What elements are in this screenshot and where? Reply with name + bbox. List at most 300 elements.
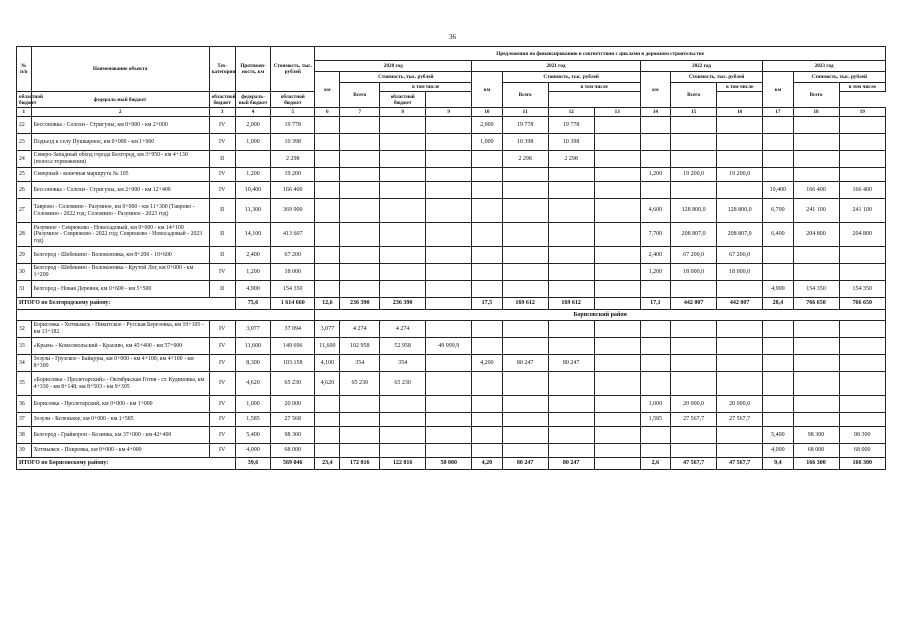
header-regional: областной бюджет	[17, 92, 32, 108]
financing-cell	[640, 321, 670, 338]
financing-cell: 19 200,0	[717, 168, 763, 182]
financing-cell	[472, 372, 502, 396]
page-number: 36	[449, 33, 456, 41]
length-km: 4,900	[235, 281, 271, 298]
financing-cell	[717, 321, 763, 338]
financing-cell	[640, 338, 670, 355]
total-cell: 122 816	[380, 458, 426, 470]
financing-cell	[426, 134, 472, 151]
financing-cell	[315, 151, 340, 168]
financing-cell	[502, 338, 548, 355]
financing-cell	[717, 338, 763, 355]
financing-cell	[472, 168, 502, 182]
total-cell: 172 816	[340, 458, 380, 470]
financing-cell	[839, 372, 885, 396]
financing-cell	[594, 444, 640, 458]
financing-cell	[380, 247, 426, 264]
length-km: 1,000	[235, 396, 271, 413]
object-name: Таврово - Соломино - Разумное, км 0+000 - км 11+300 (Таврово - Соломино - 2022 год; Соломино - Разумное - 2023 год)	[31, 199, 209, 223]
financing-cell	[380, 151, 426, 168]
financing-cell	[839, 396, 885, 413]
table-row	[17, 117, 886, 134]
financing-cell	[426, 413, 472, 427]
total-label: ИТОГО по Борисовскому району:	[17, 458, 236, 470]
financing-cell	[839, 168, 885, 182]
financing-cell	[340, 117, 380, 134]
length-km: 3,077	[235, 321, 271, 338]
tech-category: IV	[209, 117, 235, 134]
financing-cell	[763, 413, 793, 427]
financing-cell	[640, 151, 670, 168]
cost-total: 154 350	[271, 281, 315, 298]
header-federal: федераль-ный бюджет	[235, 92, 271, 108]
object-name: Северный - конечная маршрута № 105	[31, 168, 209, 182]
financing-cell	[548, 168, 594, 182]
financing-cell	[502, 413, 548, 427]
total-cell: 166 300	[793, 458, 839, 470]
column-index: 3	[209, 108, 235, 117]
object-name: Разумное - Севрюково - Новосадовый, км 0+000 - км 14+100 (Разумное - Севрюково - 2022 год; Севрюково - Новосадовый - 2023 год)	[31, 223, 209, 247]
financing-cell	[793, 396, 839, 413]
financing-cell	[717, 182, 763, 199]
financing-cell	[426, 321, 472, 338]
financing-cell	[472, 321, 502, 338]
financing-cell	[380, 281, 426, 298]
financing-cell	[380, 396, 426, 413]
financing-cell	[380, 117, 426, 134]
length-km: 4,620	[235, 372, 271, 396]
financing-cell	[548, 199, 594, 223]
row-number: 33	[17, 338, 32, 355]
object-name: Зозули - Беленькое, км 0+000 - км 1+585	[31, 413, 209, 427]
financing-cell: 4,900	[763, 281, 793, 298]
length-km: 5,400	[235, 427, 271, 444]
financing-cell	[594, 372, 640, 396]
object-name: Белгород - Грайворон - Козинка, км 37+000 - км 42+400	[31, 427, 209, 444]
financing-cell	[380, 413, 426, 427]
financing-cell	[340, 264, 380, 281]
length-km: 8,300	[235, 355, 271, 372]
financing-cell	[502, 264, 548, 281]
financing-cell	[717, 355, 763, 372]
financing-cell: 1,000	[640, 396, 670, 413]
total-cell: 236 390	[340, 298, 380, 310]
tech-category: II	[209, 247, 235, 264]
financing-cell: 68 000	[793, 444, 839, 458]
cost-total: 10 398	[271, 134, 315, 151]
tech-category: IV	[209, 413, 235, 427]
header-km: км	[640, 72, 670, 108]
financing-cell	[671, 182, 717, 199]
financing-cell	[380, 264, 426, 281]
financing-cell: 2 298	[502, 151, 548, 168]
financing-cell	[793, 247, 839, 264]
financing-cell	[671, 151, 717, 168]
financing-cell: 6,700	[763, 199, 793, 223]
financing-cell: 102 958	[340, 338, 380, 355]
financing-cell	[315, 444, 340, 458]
financing-cell	[472, 247, 502, 264]
length-km: 14,100	[235, 223, 271, 247]
financing-cell: 2,000	[472, 117, 502, 134]
financing-cell	[594, 223, 640, 247]
financing-cell	[763, 151, 793, 168]
row-number: 38	[17, 427, 32, 444]
table-body	[17, 117, 886, 470]
financing-cell	[315, 199, 340, 223]
object-name: Белгород - Новая Деревня, км 0+600 - км 5+500	[31, 281, 209, 298]
tech-category: IV	[209, 444, 235, 458]
financing-cell	[426, 264, 472, 281]
financing-cell	[640, 444, 670, 458]
financing-cell	[426, 281, 472, 298]
column-index: 4	[235, 108, 271, 117]
financing-cell	[717, 134, 763, 151]
row-number: 30	[17, 264, 32, 281]
financing-cell: 4,200	[472, 355, 502, 372]
financing-cell	[793, 321, 839, 338]
row-number: 34	[17, 355, 32, 372]
financing-cell	[502, 182, 548, 199]
total-row	[17, 458, 886, 470]
length-km: 1,585	[235, 413, 271, 427]
object-name: Бессоновка - Солохи - Стригуны, км 0+000 - км 2+000	[31, 117, 209, 134]
financing-cell	[472, 427, 502, 444]
financing-cell	[315, 396, 340, 413]
financing-cell	[340, 199, 380, 223]
financing-cell	[640, 117, 670, 134]
table-header	[17, 47, 886, 117]
financing-cell: 20 000,0	[671, 396, 717, 413]
financing-cell	[671, 321, 717, 338]
table-row	[17, 247, 886, 264]
financing-cell	[640, 134, 670, 151]
total-row	[17, 298, 886, 310]
financing-cell: 98 300	[839, 427, 885, 444]
financing-cell	[340, 247, 380, 264]
column-index: 6	[315, 108, 340, 117]
financing-cell: 18 000,0	[671, 264, 717, 281]
length-km: 11,300	[235, 199, 271, 223]
financing-cell: 4 274	[380, 321, 426, 338]
total-cell: 169 612	[548, 298, 594, 310]
length-km: 2,000	[235, 117, 271, 134]
row-number: 25	[17, 168, 32, 182]
financing-cell	[472, 396, 502, 413]
header-name: Наименование объекта	[31, 47, 209, 92]
financing-cell: 80 247	[502, 355, 548, 372]
table-row	[17, 444, 886, 458]
financing-cell	[315, 413, 340, 427]
financing-cell	[717, 117, 763, 134]
header-cost-group: Стоимость, тыс. рублей	[340, 72, 472, 83]
header-year-2023: 2023 год	[763, 61, 886, 72]
financing-cell: 19 778	[502, 117, 548, 134]
financing-cell: 2 298	[548, 151, 594, 168]
column-index: 9	[426, 108, 472, 117]
financing-cell	[763, 117, 793, 134]
financing-cell	[380, 134, 426, 151]
financing-cell	[671, 355, 717, 372]
financing-cell	[793, 372, 839, 396]
header-incl: в том числе	[839, 83, 885, 92]
financing-cell: 68 000	[839, 444, 885, 458]
financing-cell: 354	[340, 355, 380, 372]
financing-cell	[548, 413, 594, 427]
financing-cell: 6,400	[763, 223, 793, 247]
financing-cell	[594, 321, 640, 338]
header-km: км	[472, 72, 502, 108]
financing-cell	[793, 168, 839, 182]
financing-cell	[472, 151, 502, 168]
table-row	[17, 372, 886, 396]
length-km: 1,000	[235, 134, 271, 151]
cost-total: 67 200	[271, 247, 315, 264]
header-total: Всего	[793, 83, 839, 108]
object-name: «Крым» - Комсомольский - Красиво, км 45+400 - км 57+000	[31, 338, 209, 355]
financing-cell	[380, 427, 426, 444]
financing-cell	[340, 427, 380, 444]
total-cell: 47 567,7	[671, 458, 717, 470]
financing-cell	[717, 444, 763, 458]
total-cost: 569 046	[271, 458, 315, 470]
total-cell: 166 300	[839, 458, 885, 470]
length-km: 10,400	[235, 182, 271, 199]
cost-total: 166 400	[271, 182, 315, 199]
financing-cell	[717, 372, 763, 396]
financing-cell	[472, 199, 502, 223]
financing-cell	[340, 134, 380, 151]
object-name: Северо-Западный обход города Белгород, км 3+950 - км 4+130 (полоса торможения)	[31, 151, 209, 168]
financing-cell	[839, 264, 885, 281]
financing-cell: 4,620	[315, 372, 340, 396]
financing-cell: 49 999,9	[426, 338, 472, 355]
financing-cell	[502, 372, 548, 396]
total-cell	[594, 298, 640, 310]
total-cell: 2,6	[640, 458, 670, 470]
cost-total: 19 778	[271, 117, 315, 134]
financing-cell	[594, 134, 640, 151]
total-cell: 766 650	[793, 298, 839, 310]
object-name: Борисовка - Хотмыжск - Никитское - Русская Березовка, км 10+105 - км 13+182	[31, 321, 209, 338]
header-total: Всего	[340, 83, 380, 108]
financing-cell	[548, 372, 594, 396]
financing-cell	[548, 396, 594, 413]
row-number: 26	[17, 182, 32, 199]
object-name: Хотмыжск - Покровка, км 0+000 - км 4+000	[31, 444, 209, 458]
financing-cell: 80 247	[548, 355, 594, 372]
financing-cell	[640, 427, 670, 444]
financing-cell	[671, 338, 717, 355]
financing-cell	[671, 281, 717, 298]
tech-category: IV	[209, 168, 235, 182]
financing-cell	[839, 321, 885, 338]
financing-cell: 10,400	[763, 182, 793, 199]
table-row	[17, 321, 886, 338]
row-number: 31	[17, 281, 32, 298]
section-row	[17, 310, 886, 321]
tech-category: IV	[209, 372, 235, 396]
header-regional: областной бюджет	[271, 92, 315, 108]
header-regional: областной бюджет	[380, 92, 426, 108]
financing-cell	[426, 199, 472, 223]
section-title: Борисовский район	[315, 310, 886, 321]
table-row	[17, 355, 886, 372]
section-spacer	[17, 310, 315, 321]
financing-cell	[426, 396, 472, 413]
tech-category: II	[209, 223, 235, 247]
financing-cell	[671, 134, 717, 151]
financing-cell	[315, 223, 340, 247]
financing-cell: 5,400	[763, 427, 793, 444]
financing-cell	[763, 321, 793, 338]
financing-cell	[717, 427, 763, 444]
financing-cell: 19 200,0	[671, 168, 717, 182]
financing-cell	[315, 182, 340, 199]
financing-cell	[594, 427, 640, 444]
financing-cell	[315, 281, 340, 298]
financing-cell	[502, 281, 548, 298]
financing-cell: 208 807,0	[717, 223, 763, 247]
tech-category: IV	[209, 264, 235, 281]
column-index: 12	[548, 108, 594, 117]
financing-cell	[594, 151, 640, 168]
financing-cell	[426, 151, 472, 168]
object-name: «Борисовка - Пролетарский» - Октябрьская Готня - ст. Кудиновка, км 4+330 - км 8+148; км 8+503 - км 9+305	[31, 372, 209, 396]
financing-cell: 4,100	[315, 355, 340, 372]
column-index: 7	[340, 108, 380, 117]
financing-cell	[594, 281, 640, 298]
financing-cell	[502, 321, 548, 338]
financing-cell	[793, 355, 839, 372]
financing-cell	[340, 396, 380, 413]
financing-cell	[380, 182, 426, 199]
row-number: 36	[17, 396, 32, 413]
financing-cell	[839, 134, 885, 151]
financing-cell: 166 400	[839, 182, 885, 199]
header-cost: Стоимость, тыс. рублей	[271, 47, 315, 92]
cost-total: 20 000	[271, 396, 315, 413]
cost-total: 149 696	[271, 338, 315, 355]
financing-cell	[793, 338, 839, 355]
financing-cell: 1,200	[640, 264, 670, 281]
financing-cell	[839, 338, 885, 355]
object-name: Борисовка - Пролетарский, км 0+000 - км 1+000	[31, 396, 209, 413]
financing-cell	[839, 151, 885, 168]
financing-cell: 3,077	[315, 321, 340, 338]
financing-cell	[548, 427, 594, 444]
header-no: № п/п	[17, 47, 32, 92]
financing-cell: 241 100	[839, 199, 885, 223]
length-km: 1,200	[235, 168, 271, 182]
financing-cell: 1,200	[640, 168, 670, 182]
tech-category: II	[209, 151, 235, 168]
cost-total: 103 158	[271, 355, 315, 372]
total-cell: 28,4	[763, 298, 793, 310]
financing-cell	[315, 427, 340, 444]
financing-cell: 52 958	[380, 338, 426, 355]
header-incl: в том числе	[380, 83, 472, 92]
column-index: 18	[793, 108, 839, 117]
financing-cell	[426, 182, 472, 199]
financing-cell	[839, 355, 885, 372]
total-cell: 17,1	[640, 298, 670, 310]
header-incl: в том числе	[548, 83, 640, 92]
financing-cell	[594, 396, 640, 413]
object-name: Белгород - Шебекино - Волоконовка - Крутой Лог, км 0+000 - км 1+200	[31, 264, 209, 281]
financing-cell	[315, 264, 340, 281]
total-cell: 766 650	[839, 298, 885, 310]
financing-cell	[763, 338, 793, 355]
financing-cell	[548, 247, 594, 264]
financing-cell	[502, 444, 548, 458]
column-index: 13	[594, 108, 640, 117]
financing-cell	[426, 372, 472, 396]
financing-cell	[671, 444, 717, 458]
financing-cell: 1,585	[640, 413, 670, 427]
table-row	[17, 151, 886, 168]
financing-cell	[340, 281, 380, 298]
financing-cell	[594, 168, 640, 182]
financing-cell: 19 778	[548, 117, 594, 134]
total-cell: 442 007	[717, 298, 763, 310]
financing-cell	[380, 444, 426, 458]
financing-cell	[340, 444, 380, 458]
total-cell: 12,6	[315, 298, 340, 310]
financing-cell	[763, 247, 793, 264]
financing-cell	[340, 223, 380, 247]
header-cost-group: Стоимость, тыс. рублей	[671, 72, 763, 83]
column-index: 19	[839, 108, 885, 117]
cost-total: 369 900	[271, 199, 315, 223]
financing-cell	[763, 134, 793, 151]
financing-cell: 67 200,0	[717, 247, 763, 264]
table-row	[17, 182, 886, 199]
financing-cell	[380, 199, 426, 223]
financing-cell	[548, 182, 594, 199]
financing-cell: 65 230	[340, 372, 380, 396]
financing-cell	[671, 427, 717, 444]
total-cell: 236 390	[380, 298, 426, 310]
financing-cell	[548, 264, 594, 281]
financing-cell	[502, 396, 548, 413]
header-proposals: Предложения по финансированию в соответствии с циклами в дорожном строительстве	[315, 47, 886, 61]
financing-cell	[472, 444, 502, 458]
financing-cell	[763, 264, 793, 281]
financing-cell	[839, 413, 885, 427]
financing-cell	[594, 264, 640, 281]
object-name: Бессоновка - Солохи - Стригуны, км 2+000 - км 12+400	[31, 182, 209, 199]
financing-cell	[594, 199, 640, 223]
financing-cell	[793, 264, 839, 281]
financing-cell	[426, 168, 472, 182]
financing-cell	[426, 223, 472, 247]
financing-cell: 354	[380, 355, 426, 372]
table-row	[17, 199, 886, 223]
financing-cell	[426, 247, 472, 264]
financing-cell	[315, 168, 340, 182]
financing-cell	[380, 168, 426, 182]
total-cell: 9,4	[763, 458, 793, 470]
tech-category: IV	[209, 355, 235, 372]
financing-cell	[763, 372, 793, 396]
financing-cell	[472, 413, 502, 427]
column-index: 8	[380, 108, 426, 117]
tech-category: IV	[209, 427, 235, 444]
financing-cell	[472, 264, 502, 281]
financing-cell	[548, 444, 594, 458]
financing-cell	[548, 223, 594, 247]
